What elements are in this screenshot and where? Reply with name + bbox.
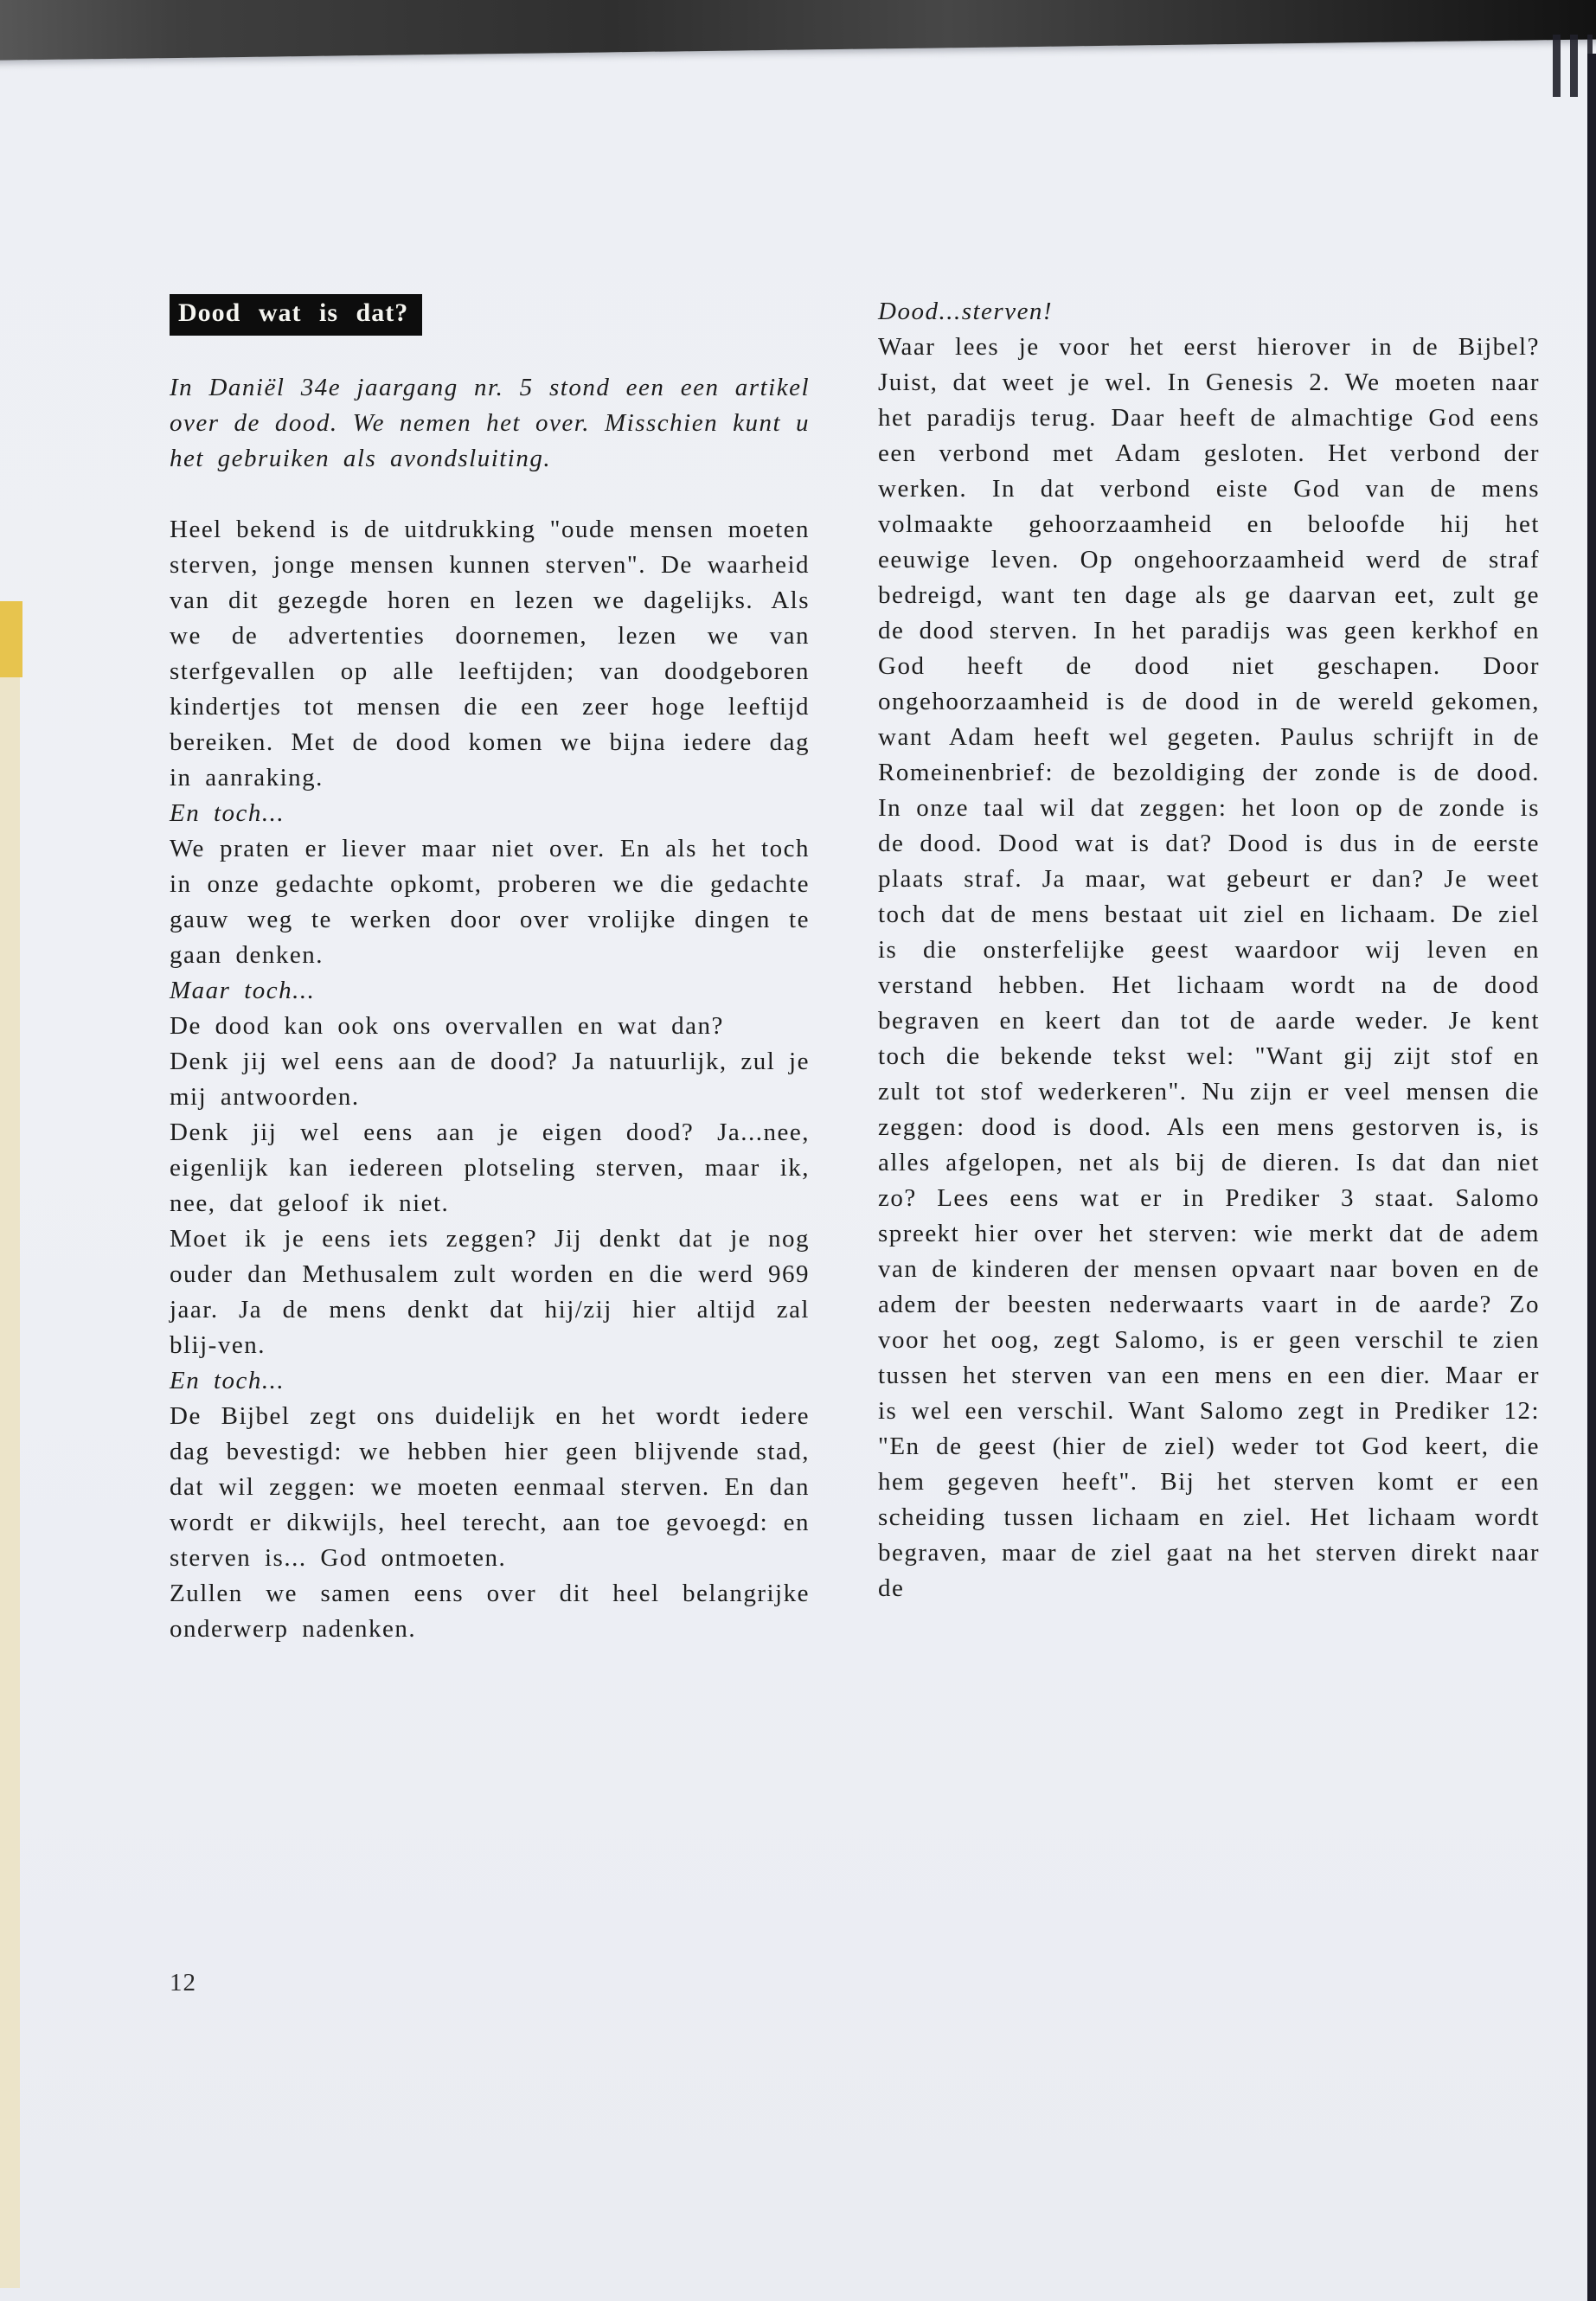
subheading: En toch... (170, 1367, 285, 1394)
book-right-edge-line (1587, 54, 1596, 2301)
paragraph: Heel bekend is de uitdrukking "oude mensen moeten sterven, jonge mensen kunnen sterven". De waarheid van dit gezegde horen en lezen we dagelijks. Als we de advertenties doornemen, lezen we van sterfgevallen op alle leeftijden; van doodgeboren kindertjes tot mensen die een zeer hoge leeftijd bereiken. Met de dood komen we bijna iedere dag in aanraking. (170, 516, 810, 792)
paragraph: Moet ik je eens iets zeggen? Jij denkt dat je nog ouder dan Methusalem zult worden en die werd 969 jaar. Ja de mens denkt dat hij/zij hier altijd zal blij-ven. (170, 1225, 810, 1359)
article-title (170, 294, 422, 336)
book-pages-edge-gold (0, 601, 22, 677)
paragraph: De dood kan ook ons overvallen en wat dan? (170, 1012, 724, 1040)
left-column-text (170, 370, 810, 1647)
subheading: Maar toch... (170, 977, 316, 1004)
paragraph: Denk jij wel eens aan je eigen dood? Ja...nee, eigenlijk kan iedereen plotseling sterven, maar ik, nee, dat geloof ik niet. (170, 1118, 810, 1217)
book-top-edge (0, 0, 1596, 61)
paragraph: Waar lees je voor het eerst hierover in de Bijbel? Juist, dat weet je wel. In Genesis 2. We moeten naar het paradijs terug. Daar heeft de almachtige God eens een verbond met Adam gesloten. Het verbond der werken. In dat verbond eiste God van de mens volmaakte gehoorzaamheid en beloofde hij het eeuwige leven. Op ongehoorzaamheid werd de straf bedreigd, want ten dage als ge daarvan eet, zult ge de dood sterven. In het paradijs was geen kerkhof en God heeft de dood niet geschapen. Door ongehoorzaamheid is de dood in de wereld gekomen, want Adam heeft wel gegeten. Paulus schrijft in de Romeinenbrief: de bezoldiging der zonde is de dood. In onze taal wil dat zeggen: het loon op de zonde is de dood. Dood wat is dat? Dood is dus in de eerste plaats straf. Ja maar, wat gebeurt er dan? Je weet toch dat de mens bestaat uit ziel en lichaam. De ziel is die onsterfelijke geest waardoor wij leven en verstand hebben. Het lichaam wordt na de dood begraven en keert dan tot de aarde weder. Je kent toch die bekende tekst wel: "Want gij zijt stof en zult tot stof wederkeren". Nu zijn er veel mensen die zeggen: dood is dood. Als een mens gestorven is, is alles afgelopen, net als bij de dieren. Is dat dan niet zo? Lees eens wat er in Prediker 3 staat. Salomo spreekt hier over het sterven: wie merkt dat de adem van de kinderen der mensen opvaart naar boven en de adem der beesten nederwaarts vaart in de aarde? Zo voor het oog, zegt Salomo, is er geen verschil te zien tussen het sterven van een mens en een dier. Maar er is wel een verschil. Want Salomo zegt in Prediker 12: "En de geest (hier de ziel) weder tot God keert, die hem gegeven heeft". Bij het sterven komt er een scheiding tussen lichaam en ziel. Het lichaam wordt begraven, maar de ziel gaat na het sterven direkt naar de (878, 333, 1540, 1602)
right-column-text (878, 294, 1540, 1606)
right-column (878, 294, 1540, 1647)
intro-paragraph: In Daniël 34e jaargang nr. 5 stond een een artikel over de dood. We nemen het over. Misschien kunt u het gebruiken als avondsluiting. (170, 374, 810, 472)
paragraph: Zullen we samen eens over dit heel belangrijke onderwerp nadenken. (170, 1580, 810, 1643)
paragraph: De Bijbel zegt ons duidelijk en het wordt iedere dag bevestigd: we hebben hier geen blijvende stad, dat wil zeggen: we moeten eenmaal sterven. En dan wordt er dikwijls, heel terecht, aan toe gevoegd: en sterven is... God ontmoeten. (170, 1402, 810, 1572)
left-column (170, 294, 810, 1647)
paragraph: We praten er liever maar niet over. En als het toch in onze gedachte opkomt, proberen we die gedachte gauw weg te werken door over vrolijke dingen te gaan denken. (170, 835, 810, 969)
article-title-text: Dood wat is dat? (178, 298, 409, 327)
page-number: 12 (170, 1969, 196, 1997)
subheading: En toch... (170, 799, 285, 827)
page-content (170, 294, 1540, 1647)
paragraph: Denk jij wel eens aan de dood? Ja natuurlijk, zul je mij antwoorden. (170, 1048, 810, 1111)
book-pages-edge-cream (0, 677, 20, 2288)
subheading: Dood...sterven! (878, 298, 1054, 325)
